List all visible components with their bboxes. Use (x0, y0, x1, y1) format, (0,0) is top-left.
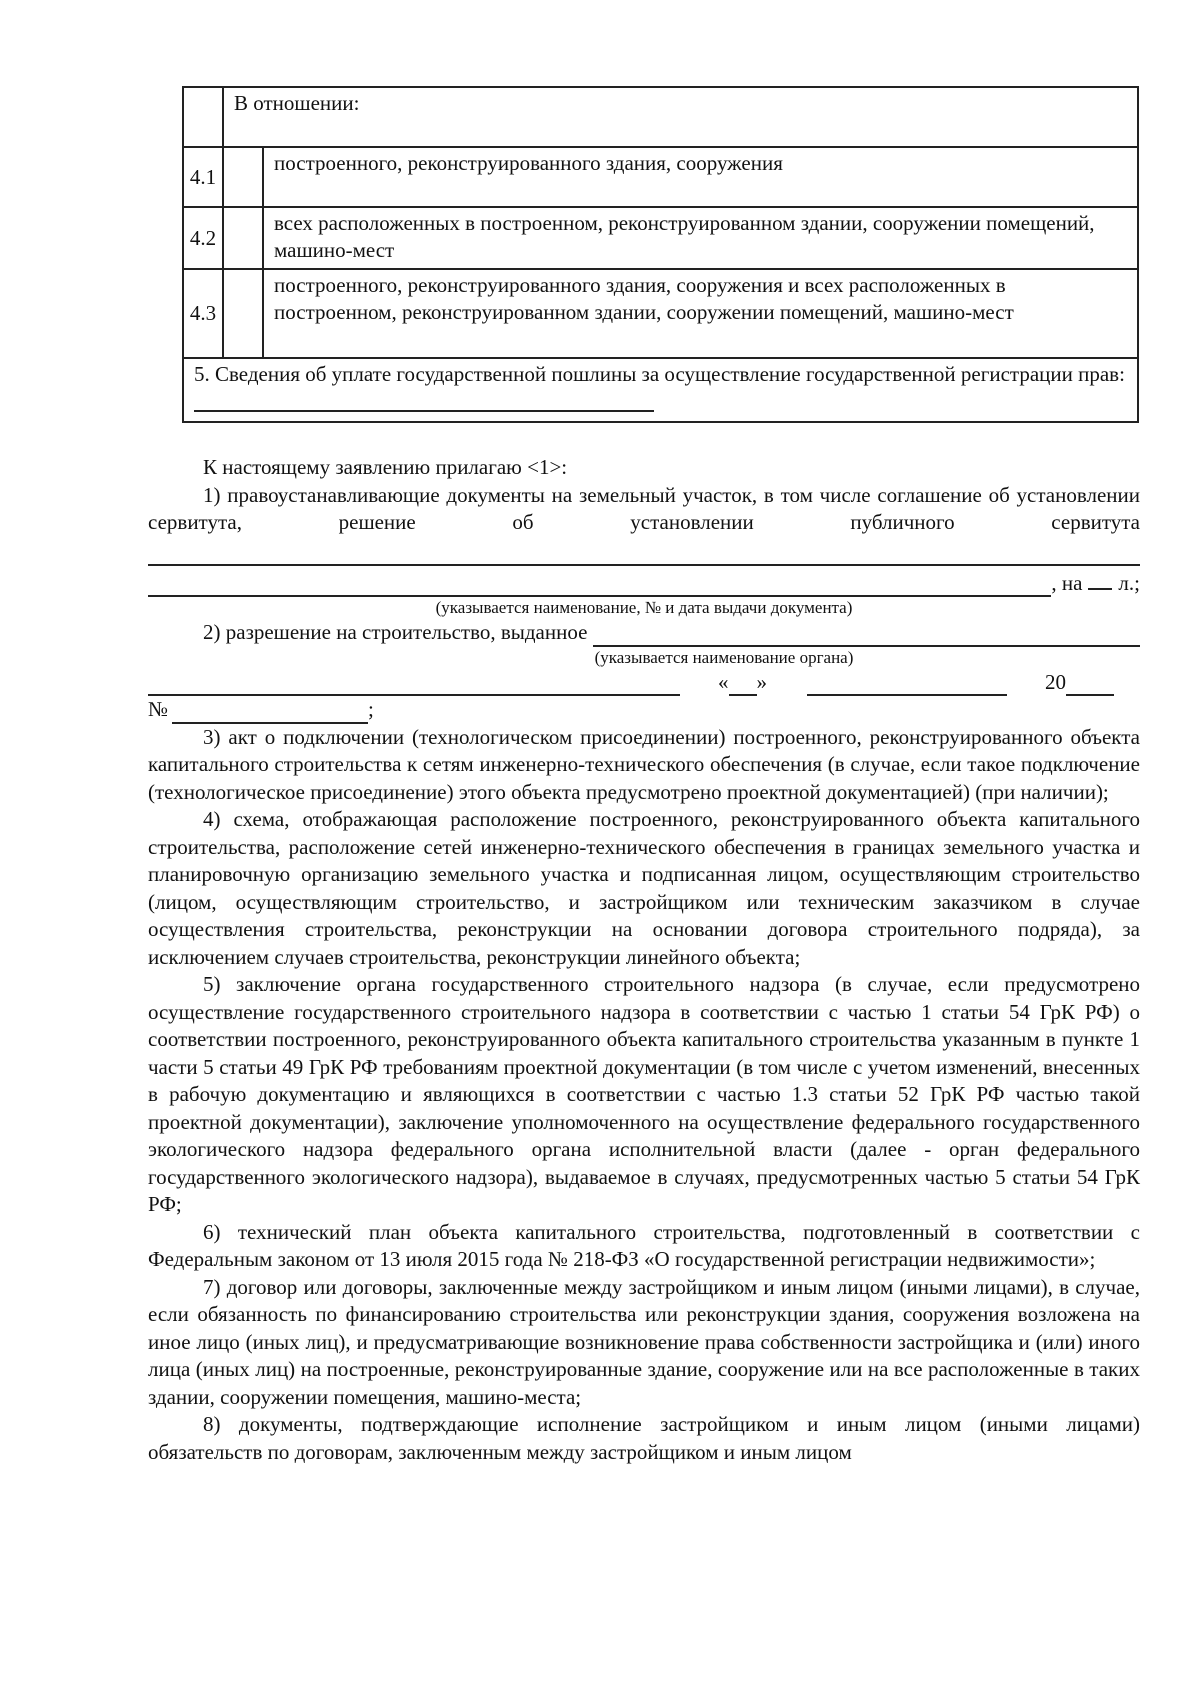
table-row (183, 207, 1138, 269)
item-1-text: 1) правоустанавливающие документы на земельный участок, в том числе соглашение об установлении сервитута, решение об установлении публичного сервитута (148, 482, 1140, 534)
item-1-fill-row (148, 566, 1140, 598)
item-1-fill-line[interactable] (148, 537, 1140, 566)
date-open-quote: « (718, 669, 729, 694)
permit-number-field[interactable] (172, 700, 368, 724)
row-text: всех расположенных в построенном, реконструированном здании, сооружении помещений, машино-мест (263, 207, 1138, 269)
row-text: построенного, реконструированного здания, сооружения и всех расположенных в построенном, реконструированном здании, сооружении помещений, машино-мест (263, 269, 1138, 358)
row-number: 4.1 (183, 147, 223, 207)
item-8-text: 8) документы, подтверждающие исполнение застройщиком и иным лицом (иными лицами) обязательств по договорам, заключенным между застройщиком и иным лицом (148, 1412, 1140, 1464)
year-prefix: 20 (1045, 669, 1066, 694)
item-2-authority-field-2[interactable] (148, 672, 680, 696)
checkbox-cell[interactable] (223, 147, 263, 207)
item-3-text: 3) акт о подключении (технологическом присоединении) построенного, реконструированного объекта капитального строительства к сетям инженерно-технического обеспечения (в случае, если такое подключение (технологическое присоединение) этого объекта предусмотрено проектной документацией) (при наличии); (148, 724, 1140, 804)
row-number: 4.2 (183, 207, 223, 269)
item-2-date-row (148, 669, 1140, 697)
item-2-number-row (148, 696, 1140, 724)
attachments-list (148, 454, 1140, 1466)
item-2-authority-field[interactable] (593, 623, 1140, 647)
date-year-field[interactable] (1066, 672, 1114, 696)
section-5-cell (183, 358, 1138, 422)
item-1-pages-field[interactable] (1088, 566, 1112, 590)
number-end: ; (368, 697, 374, 721)
checkbox-cell[interactable] (223, 207, 263, 269)
number-sign: № (148, 697, 169, 721)
row-text: построенного, реконструированного здания, сооружения (263, 147, 1138, 207)
item-1-caption: (указывается наименование, № и дата выдачи документа) (435, 598, 853, 617)
fee-payment-field[interactable] (194, 388, 654, 412)
item-1-na-label: , на (1051, 570, 1083, 595)
item-4-text: 4) схема, отображающая расположение построенного, реконструированного объекта капитального строительства, расположение сетей инженерно-технического обеспечения в границах земельного участка и планировочную организацию земельного участка и подписанная лицом, осуществляющим строительство (лицом, осуществляющим строительство, и застройщиком или техническим заказчиком в случае осуществления строительства, реконструкции на основании договора строительного подряда), за исключением случаев строительства, реконструкции линейного объекта; (148, 807, 1140, 969)
intro-text: К настоящему заявлению прилагаю <1>: (203, 455, 568, 479)
item-2-row (148, 619, 1140, 647)
application-table (182, 86, 1139, 423)
section-5-text: 5. Сведения об уплате государственной пошлины за осуществление государственной регистрации прав: (194, 362, 1125, 386)
item-1-document-field[interactable] (148, 573, 1051, 597)
date-day-field[interactable] (729, 672, 757, 696)
item-2-text: 2) разрешение на строительство, выданное (203, 620, 588, 644)
item-7-text: 7) договор или договоры, заключенные между застройщиком и иным лицом (иными лицами), в случае, если обязанность по финансированию строительства или реконструкции здания, сооружения возложена на иное лицо (иных лиц), и предусматривающие возникновение права собственности застройщика и (или) иного лица (иных лиц) на построенные, реконструированные здание, сооружение или на все расположенные в таких здании, сооружении помещения, машино-места; (148, 1274, 1140, 1409)
row-number: 4.3 (183, 269, 223, 358)
date-month-field[interactable] (807, 672, 1007, 696)
checkbox-cell[interactable] (223, 269, 263, 358)
date-close-quote: » (756, 669, 767, 694)
table-row (183, 269, 1138, 358)
item-5-text: 5) заключение органа государственного строительного надзора (в случае, если предусмотрено осуществление государственного строительного надзора в соответствии с частью 1 статьи 54 ГрК РФ) о соответствии построенного, реконструированного объекта капитального строительства указанным в пункте 1 части 5 статьи 49 ГрК РФ требованиям проектной документации (в том числе с учетом изменений, внесенных в рабочую документацию и являющихся в соответствии с частью 1.3 статьи 52 ГрК РФ частью такой проектной документации), заключение уполномоченного на осуществление федерального государственного экологического надзора федерального органа исполнительной власти (далее - орган федерального государственного экологического надзора), выдаваемое в случаях, предусмотренных частью 5 статьи 54 ГрК РФ; (148, 972, 1140, 1216)
table-header-text: В отношении: (234, 91, 360, 115)
table-row (183, 147, 1138, 207)
item-2-caption: (указывается наименование органа) (594, 647, 854, 667)
table-cell-empty (183, 87, 223, 147)
item-1-l-label: л.; (1118, 570, 1140, 595)
table-row-section-5 (183, 358, 1138, 422)
table-header-cell (223, 87, 1138, 147)
item-6-text: 6) технический план объекта капитального строительства, подготовленный в соответствии с Федеральным законом от 13 июля 2015 года № 218-ФЗ «О государственной регистрации недвижимости»; (148, 1219, 1140, 1271)
